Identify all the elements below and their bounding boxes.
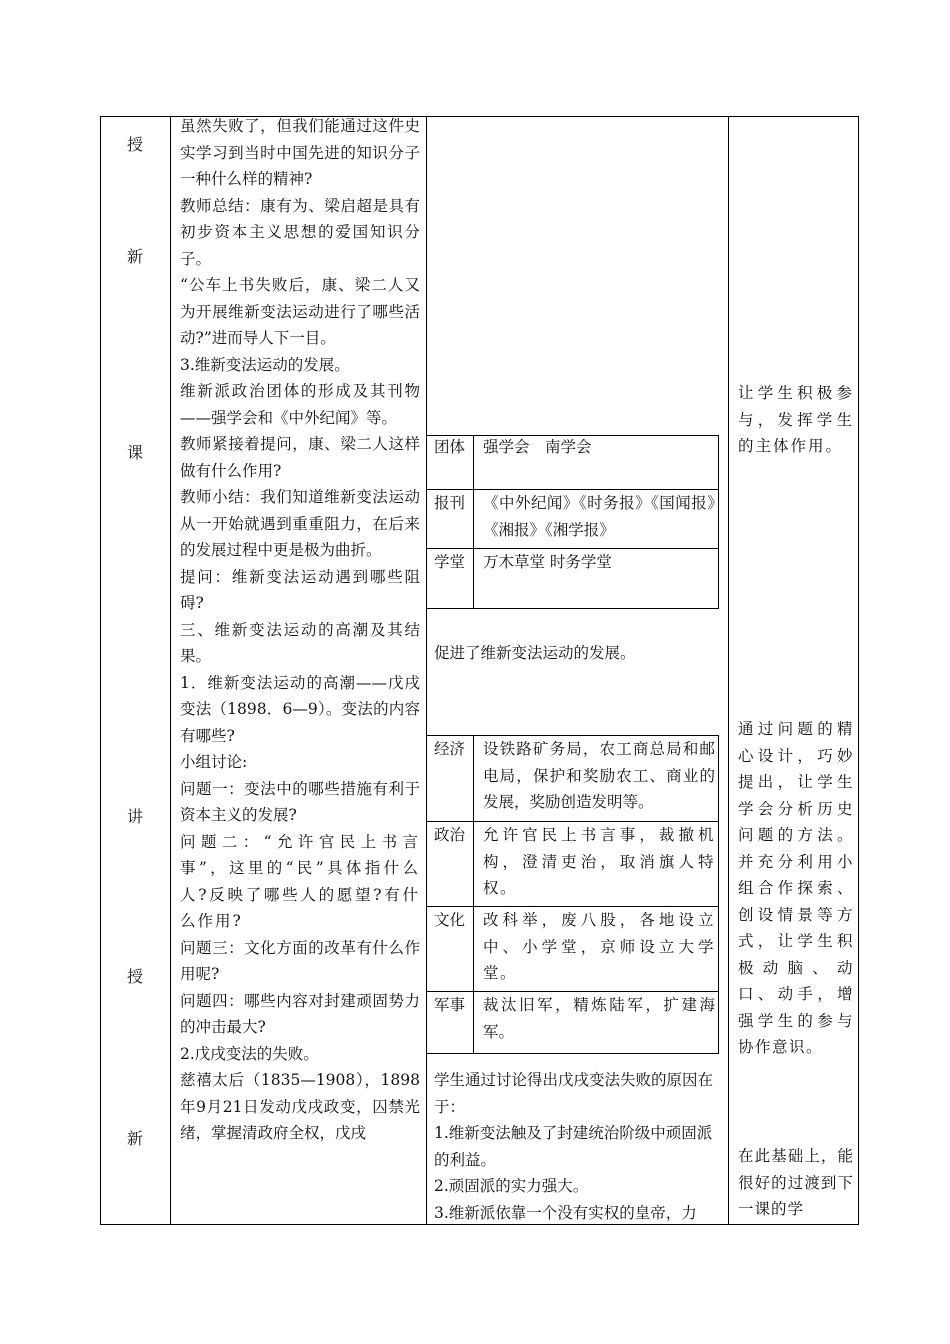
paragraph: 问题二：“允许官民上书言事”，这里的“民”具体指什么人?反映了哪些人的愿望?有什么作用?	[180, 832, 420, 930]
t2-label-culture: 文化	[434, 911, 466, 929]
t2-value-politics: 允许官民上书言事，裁撤机构，澄清吏治，取消旗人特权。	[483, 826, 715, 897]
t2-bottom	[426, 1053, 719, 1054]
paragraph: 1．维新变法运动的高潮——戊戌变法（1898．6—9）。变法的内容有哪些?	[180, 673, 420, 745]
t1-label-team: 团体	[434, 438, 466, 456]
paragraph: 三、维新变法运动的高潮及其结果。	[180, 620, 420, 665]
t1-bottom	[426, 608, 719, 609]
col1-char-6: 新	[126, 1129, 143, 1148]
table-right-border	[858, 116, 859, 1225]
paragraph: 问题一：变法中的哪些措施有利于资本主义的发展?	[180, 779, 420, 824]
paragraph: 教师小结：我们知道维新变法运动从一开始就遇到重重阻力，在后来的发展过程中更是极为曲折。	[180, 488, 420, 559]
list-item: 学生通过讨论得出戊戌变法失败的原因在于：	[434, 1071, 714, 1116]
t2-label-politics: 政治	[434, 826, 466, 844]
paragraph: 慈禧太后（1835—1908），1898年9月21日发动戊戌政变，囚禁光绪，掌握清政府全权，戊戌	[180, 1071, 420, 1142]
col1-char-5: 授	[126, 967, 143, 986]
col1-char-2: 新	[126, 247, 143, 266]
paragraph: 虽然失败了，但我们能通过这件史实学习到当时中国先进的知识分子一种什么样的精神?	[180, 117, 420, 188]
col1-char-3: 课	[126, 443, 143, 462]
intent-text: 在此基础上，能很好的过渡到下一课的学	[738, 1147, 854, 1218]
teaching-process-text	[180, 113, 420, 1147]
failure-reasons	[434, 1067, 722, 1226]
paragraph: 2.戊戌变法的失败。	[180, 1044, 319, 1063]
paragraph: 问题四：哪些内容对封建顽固势力的冲击最大?	[180, 991, 420, 1036]
paragraph: 3.维新变法运动的发展。	[180, 355, 350, 374]
intent-note-3	[738, 1143, 854, 1223]
intent-note-1	[738, 380, 854, 460]
list-item: 1.维新变法触及了封建统治阶级中顽固派的利益。	[434, 1124, 713, 1169]
t1-label-school: 学堂	[434, 553, 466, 571]
t2-label-military: 军事	[434, 996, 466, 1014]
col-divider-3	[728, 116, 729, 1225]
t2-right	[718, 735, 719, 1053]
effect-text: 促进了维新变法运动的发展。	[434, 644, 636, 662]
col1-char-1: 授	[126, 135, 143, 154]
paragraph: 提问：维新变法运动遇到哪些阻碍?	[180, 567, 420, 612]
intent-text: 通过问题的精心设计，巧妙提出，让学生学会分析历史问题的方法。并充分利用小组合作探索、创设情景等方式，让学生积极动脑、动口、动手，增强学生的参与协作意识。	[738, 720, 854, 1056]
paragraph: 教师总结：康有为、梁启超是具有初步资本主义思想的爱国知识分子。	[180, 196, 420, 268]
list-item: 3.维新派依靠一个没有实权的皇帝，力	[434, 1203, 697, 1222]
paragraph: 小组讨论:	[180, 753, 248, 771]
t2-value-military: 裁汰旧军，精炼陆军，扩建海军。	[483, 996, 715, 1041]
col-divider-1	[170, 116, 171, 1225]
t2-col-divider	[473, 735, 474, 1053]
t1-value-school: 万木草堂 时务学堂	[483, 553, 612, 571]
col1-char-4: 讲	[126, 807, 143, 826]
t1-label-press: 报刊	[434, 494, 466, 512]
t2-value-culture: 改科举，废八股，各地设立中、小学堂，京师设立大学堂。	[483, 911, 715, 982]
col-divider-2	[426, 116, 427, 1225]
paragraph: 维新派政治团体的形成及其刊物——强学会和《中外纪闻》等。	[180, 382, 420, 427]
t1-value-press: 《中外纪闻》《时务报》《国闻报》《湘报》《湘学报》	[483, 494, 715, 539]
paragraph: “公车上书失败后，康、梁二人又为开展维新变法运动进行了哪些活动?”进而导人下一目。	[180, 276, 420, 347]
t2-label-economy: 经济	[434, 740, 466, 758]
list-item: 2.顽固派的实力强大。	[434, 1177, 589, 1195]
t1-value-team: 强学会 南学会	[483, 438, 592, 456]
paragraph: 教师紧接着提问，康、梁二人这样做有什么作用?	[180, 435, 420, 480]
t1-right	[718, 435, 719, 608]
t2-value-economy: 设铁路矿务局，农工商总局和邮电局，保护和奖励农工、商业的发展，奖励创造发明等。	[483, 740, 715, 811]
table-left-border	[100, 116, 101, 1225]
t1-col-divider	[473, 435, 474, 608]
paragraph: 问题三：文化方面的改革有什么作用呢?	[180, 938, 420, 983]
intent-text: 让学生积极参与，发挥学生的主体作用。	[738, 384, 854, 455]
intent-note-2	[738, 716, 854, 1061]
